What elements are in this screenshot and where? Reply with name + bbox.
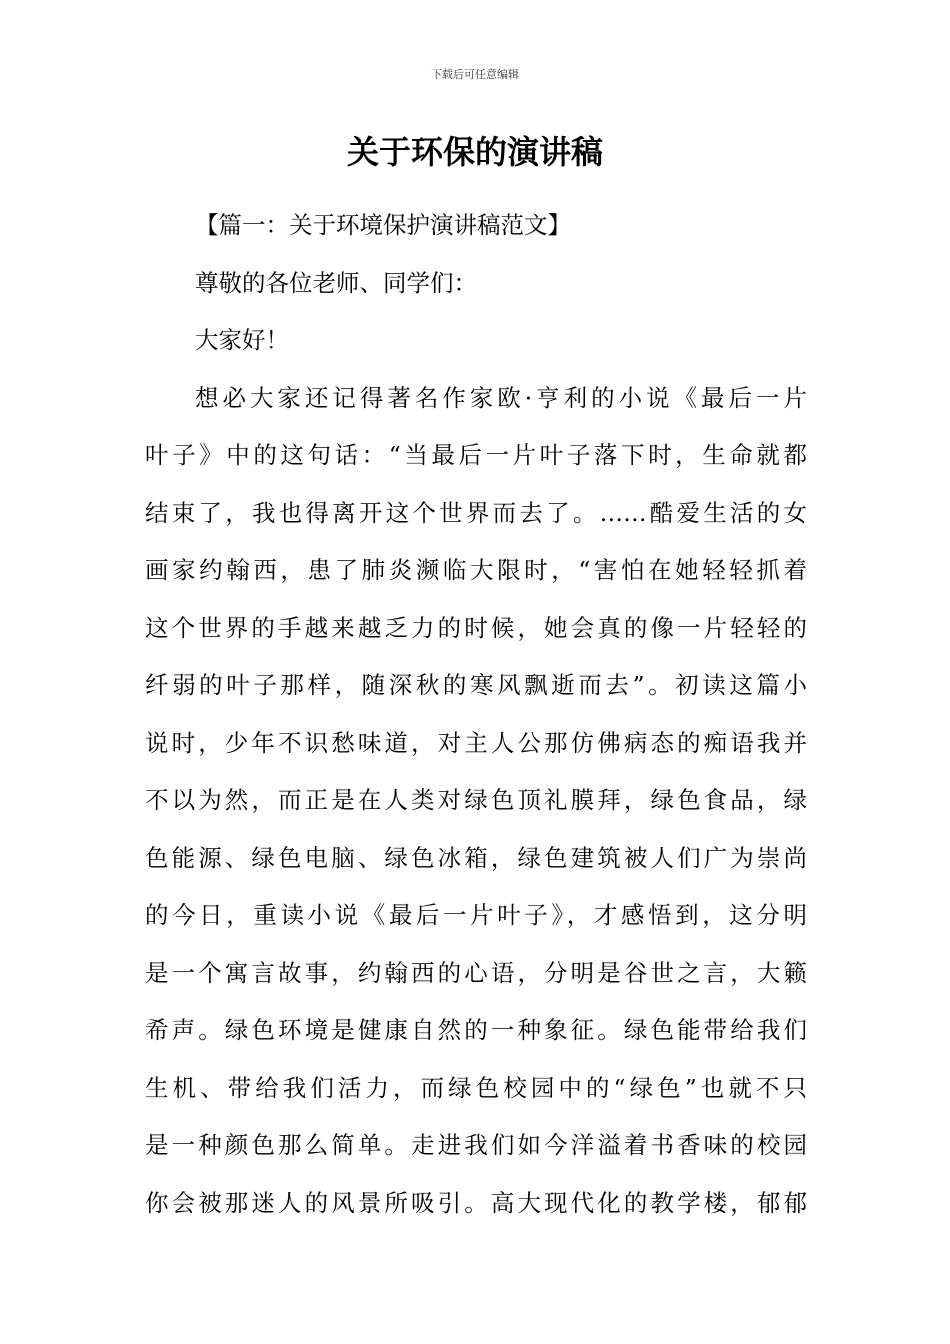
paragraph-line: 想必大家还记得著名作家欧·亨利的小说《最后一片: [195, 383, 807, 412]
paragraph-line: 色能源、绿色电脑、绿色冰箱，绿色建筑被人们广为崇尚: [145, 843, 807, 872]
paragraph-line: 画家约翰西，患了肺炎濒临大限时，“害怕在她轻轻抓着: [145, 556, 807, 584]
document-title: 关于环保的演讲稿: [346, 133, 603, 171]
paragraph-line: 你会被那迷人的风景所吸引。高大现代化的教学楼，郁郁: [145, 1188, 807, 1217]
paragraph-line: 是一个寓言故事，约翰西的心语，分明是谷世之言，大籁: [145, 958, 807, 987]
paragraph-line: 不以为然，而正是在人类对绿色顶礼膜拜，绿色食品，绿: [145, 786, 807, 814]
paragraph-line: 生机、带给我们活力，而绿色校园中的“绿色”也就不只: [145, 1073, 807, 1102]
paragraph-line: 是一种颜色那么简单。走进我们如今洋溢着书香味的校园: [145, 1131, 807, 1159]
paragraph-line: 这个世界的手越来越乏力的时候，她会真的像一片轻轻的: [145, 613, 807, 642]
section-heading: 【篇一：关于环境保护演讲稿范文】: [195, 211, 571, 239]
paragraph-line: 的今日，重读小说《最后一片叶子》，才感悟到，这分明: [145, 901, 807, 929]
salutation: 尊敬的各位老师、同学们：: [195, 268, 477, 297]
greeting: 大家好！: [195, 326, 289, 354]
paragraph-line: 结束了，我也得离开这个世界而去了。……酷爱生活的女: [145, 498, 807, 527]
document-body: [145, 197, 807, 1232]
paragraph-line: 希声。绿色环境是健康自然的一种象征。绿色能带给我们: [145, 1016, 807, 1044]
paragraph-line: 叶子》中的这句话：“当最后一片叶子落下时，生命就都: [145, 441, 807, 469]
header-note: 下载后可任意编辑: [431, 68, 519, 81]
paragraph-line: 纤弱的叶子那样，随深秋的寒风飘逝而去”。初读这篇小: [145, 671, 807, 699]
paragraph-line: 说时，少年不识愁味道，对主人公那仿佛病态的痴语我并: [145, 728, 807, 757]
